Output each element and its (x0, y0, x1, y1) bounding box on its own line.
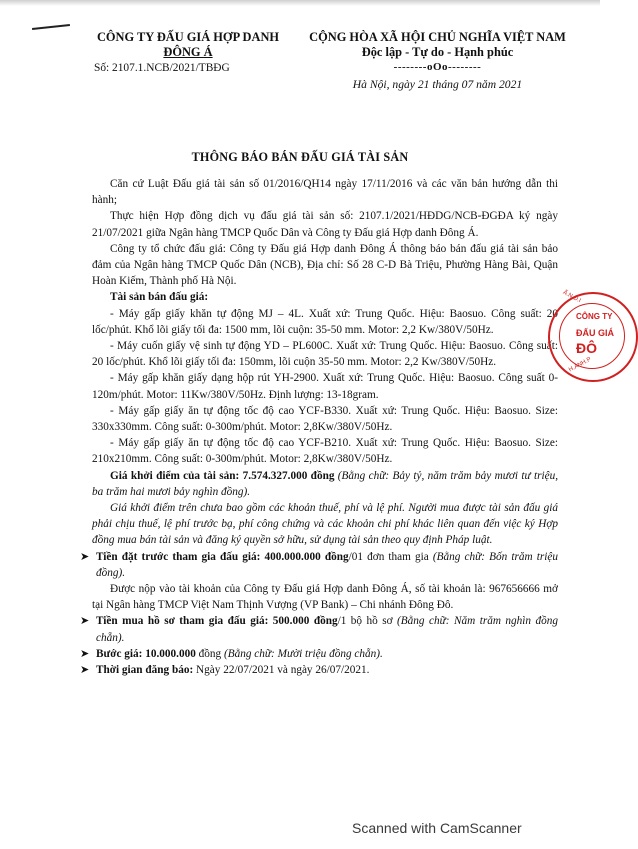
legal-basis-paragraph: Căn cứ Luật Đấu giá tài sản số 01/2016/QH14 ngày 17/11/2016 và các văn bản hướng dẫn thi hành; (92, 178, 558, 207)
organizer-paragraph: Công ty tổ chức đấu giá: Công ty Đấu giá Hợp danh Đông Á thông báo bán đấu giá tài sản bảo đảm của Ngân hàng TMCP Quốc Dân (NCB), Địa chỉ: Số 28 C-D Bà Triệu, Phường Hàng Bài, Quận Hoàn Kiếm, Thành phố Hà Nội. (92, 242, 558, 288)
price-note: Giá khởi điểm trên chưa bao gồm các khoản thuế, phí và lệ phí. Người mua được tài sản đấu giá phải chịu thuế, lệ phí trước bạ, phí công chứng và các khoản chi phí khác liên quan đến việc ký Hợp đồng mua bán tài sản và đăng ký quyền sở hữu, sử dụng tài sản theo quy định Pháp luật. (92, 502, 558, 547)
posting-time-value: Ngày 22/07/2021 và ngày 26/07/2021. (196, 664, 370, 677)
sender-header (78, 30, 298, 76)
document-date: Hà Nội, ngày 21 tháng 07 năm 2021 (352, 78, 523, 91)
asset-item: - Máy gấp giấy ăn tự động tốc độ cao YCF-B210. Xuất xứ: Trung Quốc. Hiệu: Baosuo. Size: 210x210mm. Công suất: 0-300m/phút. Motor: 2,8Kw/380V/50Hz. (92, 437, 558, 466)
seal-text-name: ĐÔ (576, 340, 597, 356)
asset-item: - Máy gấp giấy ăn tự động tốc độ cao YCF-B330. Xuất xứ: Trung Quốc. Hiệu: Baosuo. Size: 330x330mm. Công suất: 0-300m/phút. Motor: 2,8Kw/380V/50Hz. (92, 404, 558, 434)
arrow-bullet-icon: ➤ (80, 647, 90, 660)
arrow-bullet-icon: ➤ (80, 550, 90, 563)
bid-step-item (80, 646, 558, 662)
seal-text-bottom: H.ANH.P (568, 356, 593, 374)
starting-price-label: Giá khởi điểm của tài sản: (110, 469, 243, 482)
document-body (80, 176, 559, 678)
deposit-unit: /01 đơn tham gia (348, 550, 433, 563)
dossier-fee-label: Tiền mua hồ sơ tham gia đấu giá: (96, 615, 273, 628)
arrow-bullet-icon: ➤ (80, 664, 90, 677)
motto-separator: --------oOo-------- (393, 61, 482, 73)
starting-price-words: (Bằng chữ: Bảy tỷ, năm trăm bảy mươi tư triệu, ba trăm hai mươi bảy nghìn đồng). (92, 469, 559, 498)
bid-step-unit: đồng (195, 647, 224, 660)
company-seal (548, 289, 638, 382)
national-motto: Độc lập - Tự do - Hạnh phúc (361, 45, 514, 59)
contract-paragraph: Thực hiện Hợp đồng dịch vụ đấu giá tài sản số: 2107.1/2021/HĐDG/NCB-ĐGĐA ký ngày 21/07/2021 giữa Ngân hàng TMCP Quốc Dân và Công ty Đấu giá Hợp danh Đông Á. (92, 210, 558, 239)
nation-name: CỘNG HÒA XÃ HỘI CHỦ NGHĨA VIỆT NAM (309, 30, 566, 44)
deposit-amount: 400.000.000 đồng (264, 550, 349, 563)
reference-number: Số: 2107.1.NCB/2021/TBĐG (94, 62, 230, 74)
bid-step-label: Bước giá: (96, 647, 146, 660)
dossier-fee-unit: /1 bộ hồ sơ (337, 615, 398, 628)
scanner-watermark: Scanned with CamScanner (352, 820, 522, 836)
starting-price (92, 468, 558, 500)
assets-heading: Tài sản bán đấu giá: (110, 291, 209, 304)
document-title: THÔNG BÁO BÁN ĐẤU GIÁ TÀI SẢN (191, 150, 409, 164)
company-name: CÔNG TY ĐẤU GIÁ HỢP DANH (96, 30, 280, 44)
seal-text-company: CÔNG TY (576, 312, 613, 321)
seal-text-top: Ấ.N.Đ.I (561, 289, 582, 305)
starting-price-amount: 7.574.327.000 đồng (242, 469, 335, 482)
deposit-item (80, 549, 558, 581)
seal-text-auction: ĐẤU GIÁ (576, 328, 614, 338)
company-name-line2: ĐÔNG Á (163, 45, 213, 59)
posting-time-label: Thời gian đăng báo: (96, 664, 197, 677)
asset-item: - Máy gấp khăn giấy dạng hộp rút YH-2900. Xuất xứ: Trung Quốc. Hiệu: Baosuo. Công suất 0-120m/phút. Motor: 11Kw/380V/50Hz. Định lượng: 13-18gram. (92, 372, 558, 401)
deposit-label: Tiền đặt trước tham gia đấu giá: (96, 550, 265, 563)
pen-mark (32, 24, 70, 30)
dossier-fee-amount: 500.000 đồng (272, 615, 338, 628)
dossier-fee-item (80, 613, 558, 645)
posting-time-item (80, 662, 558, 678)
dossier-fee-words: (Bằng chữ: Năm trăm nghìn đồng chẵn). (96, 615, 559, 644)
bid-step-amount: 10.000.000 (145, 647, 196, 660)
bid-step-words: (Bằng chữ: Mười triệu đồng chẵn). (223, 647, 383, 660)
deposit-account: Được nộp vào tài khoản của Công ty Đấu giá Hợp danh Đông Á, số tài khoản là: 967656666 mở tại Ngân hàng TMCP Việt Nam Thịnh Vượng (VP Bank) – Chi nhánh Đông Đô. (92, 583, 558, 612)
deposit-words: (Bằng chữ: Bốn trăm triệu đồng). (96, 550, 559, 579)
asset-item: - Máy cuốn giấy vệ sinh tự động YD – PL600C. Xuất xứ: Trung Quốc. Hiệu: Baosuo. Công suất: 20 lốc/phút. Khổ lõi giấy tối đa: 150mm, lõi cuộn 35-50 mm. Motor: 2,2 Kw/380V/50Hz. (92, 340, 558, 369)
asset-item: - Máy gấp giấy khăn tự động MJ – 4L. Xuất xứ: Trung Quốc. Hiệu: Baosuo. Công suất: 20 lốc/phút. Khổ lõi giấy tối đa: 1500 mm, lõi cuộn: 35-50 mm. Motor: 2,2 Kw/380V/50Hz. (92, 307, 558, 336)
national-header (300, 30, 575, 92)
arrow-bullet-icon: ➤ (80, 615, 90, 628)
scan-top-edge (0, 0, 600, 6)
